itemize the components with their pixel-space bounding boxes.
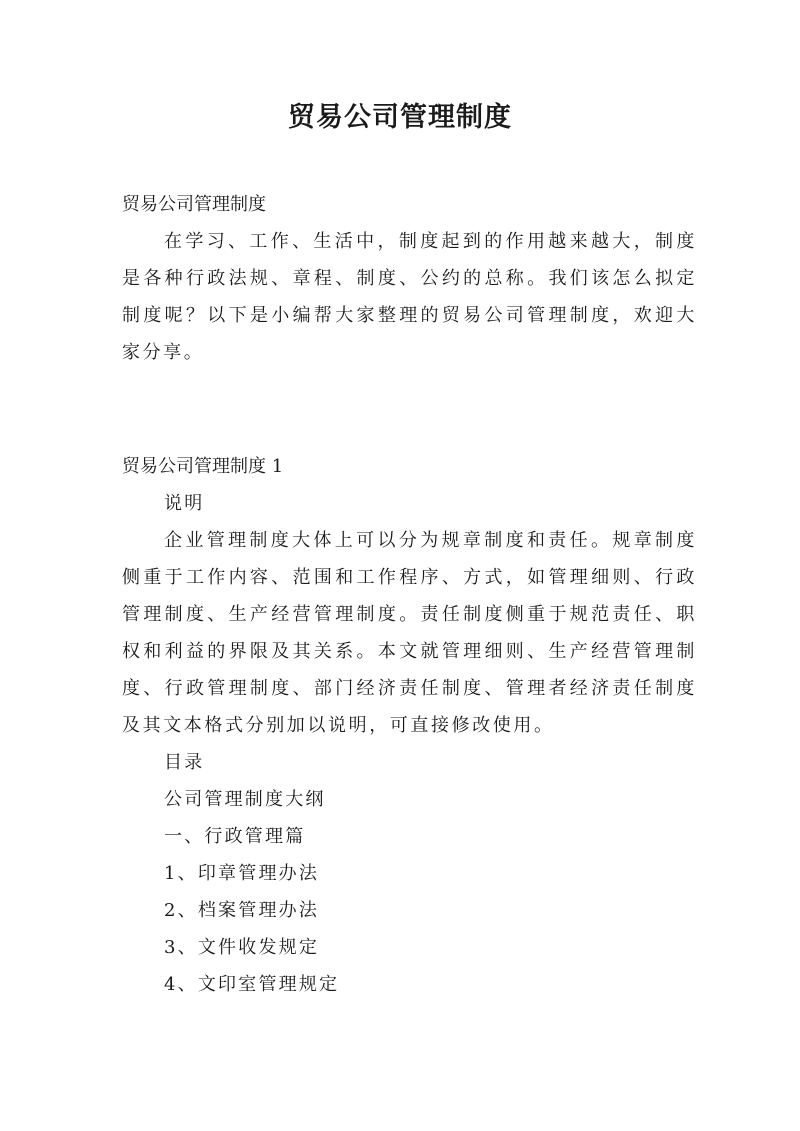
- list-item: 1、印章管理办法: [164, 863, 320, 884]
- list-item: 3、文件收发规定: [164, 937, 320, 958]
- section-1: [122, 448, 697, 1003]
- section-1-heading: 贸易公司管理制度 1: [122, 456, 284, 477]
- outline-label: 公司管理制度大纲: [164, 789, 326, 810]
- intro-section: [122, 186, 697, 371]
- section-1-subheading: 说明: [164, 493, 205, 514]
- intro-paragraph: 在学习、工作、生活中，制度起到的作用越来越大，制度是各种行政法规、章程、制度、公约的总称。我们该怎么拟定制度呢？以下是小编帮大家整理的贸易公司管理制度，欢迎大家分享。: [122, 231, 697, 363]
- list-item: 2、档案管理办法: [164, 900, 320, 921]
- toc-label: 目录: [164, 752, 205, 773]
- part-label: 一、行政管理篇: [164, 826, 306, 847]
- intro-heading: 贸易公司管理制度: [122, 194, 266, 215]
- list-item: 4、文印室管理规定: [164, 974, 340, 995]
- document-title: 贸易公司管理制度: [288, 102, 512, 133]
- section-1-paragraph: 企业管理制度大体上可以分为规章制度和责任。规章制度侧重于工作内容、范围和工作程序、方式，如管理细则、行政管理制度、生产经营管理制度。责任制度侧重于规范责任、职权和利益的界限及其关系。本文就管理细则、生产经营管理制度、行政管理制度、部门经济责任制度、管理者经济责任制度及其文本格式分别加以说明，可直接修改使用。: [122, 530, 697, 736]
